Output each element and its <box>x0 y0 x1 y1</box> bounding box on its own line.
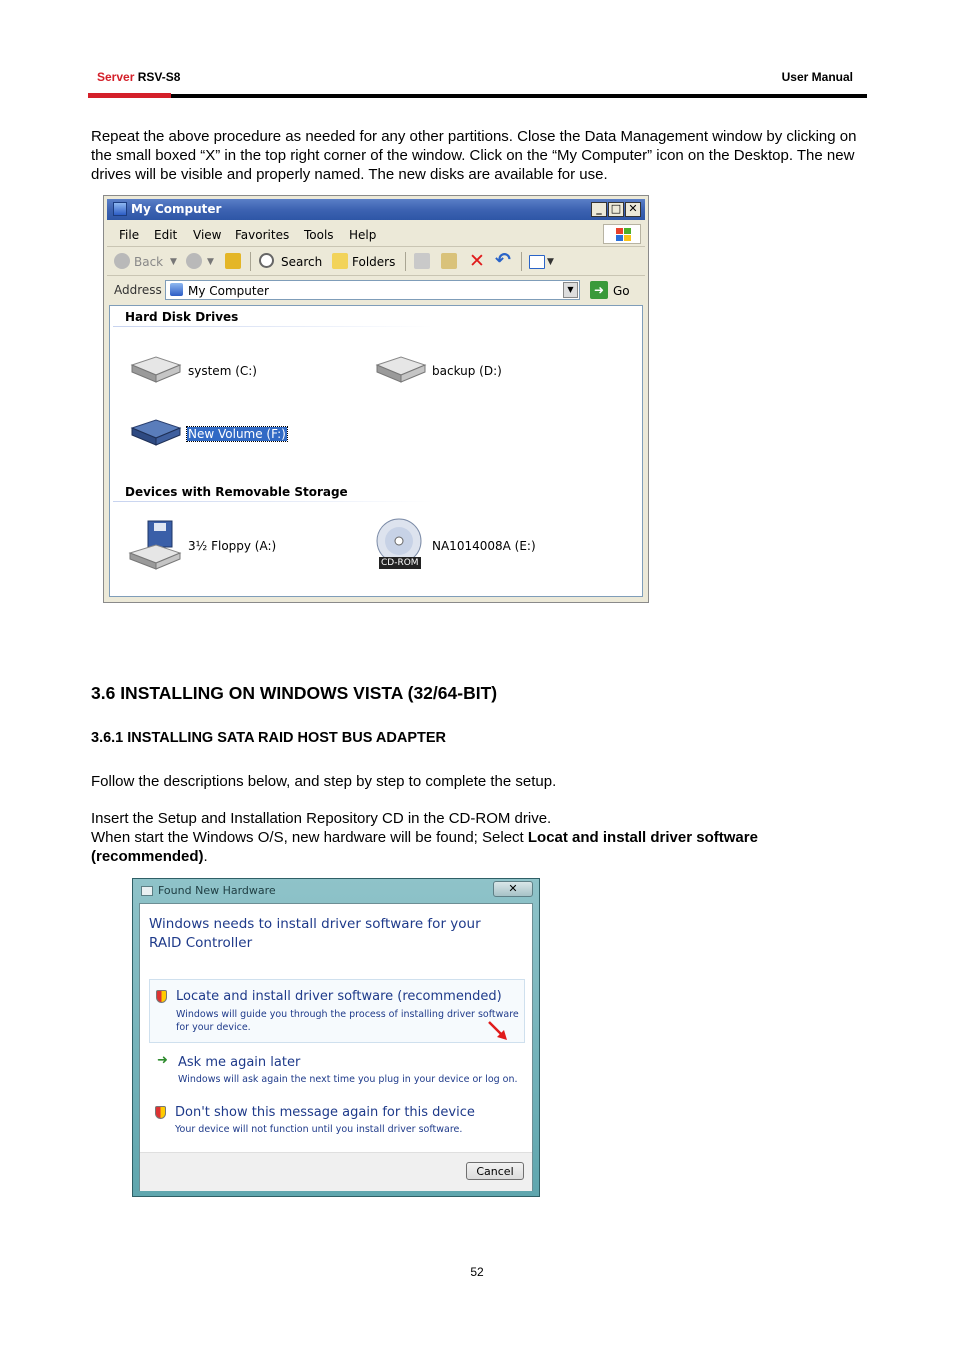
go-button[interactable]: Go <box>613 284 630 298</box>
menu-bar <box>107 222 645 247</box>
header-brand: Server <box>97 70 135 84</box>
menu-tools[interactable]: Tools <box>304 228 334 242</box>
menu-favorites[interactable]: Favorites <box>235 228 290 242</box>
minimize-button[interactable]: _ <box>591 202 607 217</box>
menu-help[interactable]: Help <box>349 228 377 242</box>
copy-to-icon[interactable] <box>441 253 457 269</box>
page-number: 52 <box>470 1265 484 1279</box>
section-heading: 3.6 INSTALLING ON WINDOWS VISTA (32/64-BIT) <box>91 683 498 703</box>
address-input[interactable] <box>165 280 580 300</box>
address-dropdown-icon[interactable]: ▼ <box>563 282 578 298</box>
green-arrow-icon: ➜ <box>157 1053 168 1068</box>
views-dropdown-icon[interactable]: ▼ <box>547 257 554 267</box>
hard-drive-icon[interactable] <box>128 353 182 383</box>
option-locate-install[interactable] <box>149 979 525 1043</box>
option-title: Don't show this message again for this device <box>175 1105 475 1120</box>
start-line-prefix: When start the Windows O/S, new hardware will be found; Select <box>91 829 528 846</box>
menu-file[interactable]: File <box>119 228 140 242</box>
start-line-bold: Locat and install driver software (recommended) <box>91 829 758 865</box>
window-titlebar[interactable] <box>107 199 645 220</box>
window-title: My Computer <box>131 202 222 216</box>
dialog-close-button[interactable]: ✕ <box>493 881 533 897</box>
address-label: Address <box>114 283 162 297</box>
folder-up-icon[interactable] <box>225 253 241 269</box>
start-paragraph <box>91 828 831 866</box>
intro-paragraph: Repeat the above procedure as needed for any other partitions. Close the Data Management window by clicking on the small boxed “X” in the top right corner of the window. Click on the “My Computer” icon on the Desktop. The new drives will be visible and properly named. The new disks are available for use. <box>91 128 857 183</box>
option-desc: Windows will ask again the next time you plug in your device or log on. <box>178 1074 518 1085</box>
undo-icon[interactable]: ↶ <box>495 249 511 271</box>
subsection-heading: 3.6.1 INSTALLING SATA RAID HOST BUS ADAPTER <box>91 730 447 746</box>
move-to-icon[interactable] <box>414 253 430 269</box>
shield-icon <box>155 1106 166 1119</box>
option-desc: Windows will guide you through the process of installing driver software for your device. <box>176 1009 519 1033</box>
pointer-arrow-icon <box>487 1020 509 1042</box>
option-title: Locate and install driver software (recommended) <box>176 989 502 1004</box>
computer-icon <box>113 202 127 216</box>
drive-backup-d[interactable]: backup (D:) <box>432 364 502 378</box>
dialog-body <box>139 903 533 1191</box>
my-computer-window <box>103 195 649 603</box>
drive-new-volume-f[interactable]: New Volume (F:) <box>188 427 286 441</box>
option-desc: Your device will not function until you install driver software. <box>175 1124 463 1135</box>
drives-view <box>109 305 643 597</box>
shield-icon <box>156 990 167 1003</box>
hard-drive-icon[interactable] <box>128 416 182 446</box>
group-title-hard-disk: Hard Disk Drives <box>125 310 239 324</box>
floppy-drive-icon[interactable] <box>128 519 182 571</box>
insert-line: Insert the Setup and Installation Repository CD in the CD-ROM drive. <box>91 810 552 827</box>
dialog-footer <box>140 1152 532 1191</box>
drive-floppy-a[interactable]: 3½ Floppy (A:) <box>188 539 277 553</box>
forward-arrow-icon[interactable] <box>186 253 202 269</box>
address-value: My Computer <box>188 284 269 298</box>
views-icon[interactable] <box>529 255 545 269</box>
group-title-removable: Devices with Removable Storage <box>125 485 348 499</box>
header-manual-label: User Manual <box>781 70 853 84</box>
computer-icon <box>170 283 183 296</box>
go-arrow-icon[interactable]: ➜ <box>590 281 608 299</box>
drive-cd-e[interactable]: NA1014008A (E:) <box>432 539 536 553</box>
group-divider <box>113 326 433 327</box>
menu-view[interactable]: View <box>193 228 222 242</box>
found-new-hardware-dialog <box>132 878 540 1197</box>
header-accent-bar <box>88 93 171 98</box>
drive-system-c[interactable]: system (C:) <box>188 364 257 378</box>
delete-icon[interactable]: ✕ <box>469 250 485 272</box>
toolbar-separator <box>405 252 406 271</box>
dialog-heading: Windows needs to install driver software for your RAID Controller <box>149 916 481 951</box>
header-rule <box>171 94 867 98</box>
option-dont-show[interactable] <box>149 1100 525 1140</box>
menu-edit[interactable]: Edit <box>154 228 178 242</box>
folders-button[interactable]: Folders <box>352 255 396 269</box>
search-button[interactable]: Search <box>281 255 323 269</box>
toolbar-separator <box>521 252 522 271</box>
back-button[interactable]: Back <box>134 255 164 269</box>
maximize-button[interactable]: □ <box>608 202 624 217</box>
close-button[interactable]: ✕ <box>625 202 641 217</box>
search-icon <box>259 253 274 268</box>
dialog-title: Found New Hardware <box>158 884 276 897</box>
start-line-suffix: . <box>203 848 208 865</box>
cdrom-badge: CD-ROM <box>381 558 419 568</box>
follow-paragraph: Follow the descriptions below, and step by step to complete the setup. <box>91 773 557 790</box>
toolbar-separator <box>250 252 251 271</box>
toolbar <box>107 248 645 276</box>
folders-icon <box>332 253 348 269</box>
header-model: RSV-S8 <box>137 70 181 84</box>
hardware-icon <box>141 886 153 896</box>
cancel-button[interactable]: Cancel <box>466 1162 524 1180</box>
back-dropdown-icon[interactable]: ▼ <box>170 257 177 267</box>
address-bar <box>107 277 645 303</box>
option-ask-later[interactable] <box>149 1049 525 1089</box>
hard-drive-icon[interactable] <box>373 353 427 383</box>
forward-dropdown-icon[interactable]: ▼ <box>207 257 214 267</box>
back-arrow-icon <box>114 253 130 269</box>
group-divider <box>113 501 433 502</box>
windows-logo-icon <box>603 224 641 244</box>
header-product <box>97 70 180 84</box>
option-title: Ask me again later <box>178 1055 301 1070</box>
